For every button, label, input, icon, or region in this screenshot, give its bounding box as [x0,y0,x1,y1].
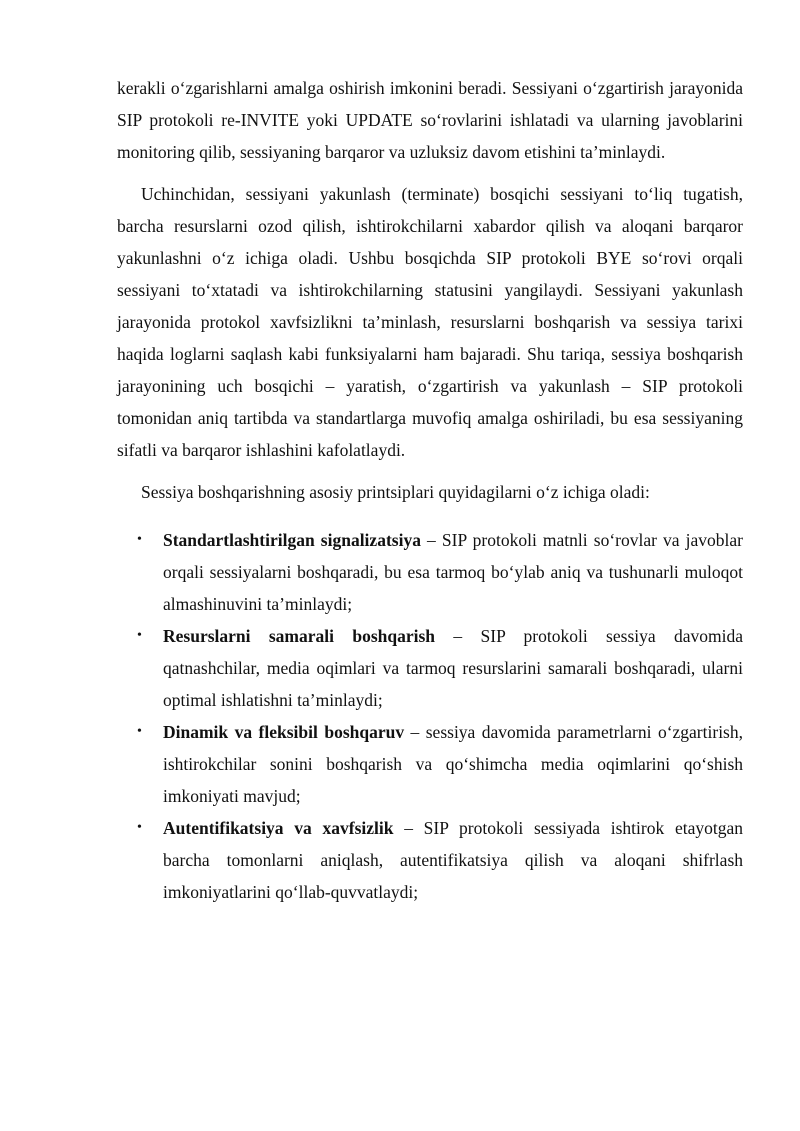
list-item-term: Autentifikatsiya va xavfsizlik [163,818,394,838]
bullet-icon: • [137,724,142,739]
paragraph-session-termination: Uchinchidan, sessiyani yakunlash (terminate) bosqichi sessiyani to‘liq tugatish, barcha resurslarni ozod qilish, ishtirokchilarni xabardor qilish va aloqani barqaror yakunlashni o‘z ichiga oladi. Ushbu bosqichda SIP protokoli BYE so‘rovi orqali sessiyani to‘xtatadi va ishtirokchilarning statusini yangilaydi. Sessiyani yakunlash jarayonida protokol xavfsizlikni ta’minlash, resurslarni boshqarish va sessiya tarixi haqida loglarni saqlash kabi funksiyalarni ham bajaradi. Shu tariqa, sessiya boshqarish jarayonining uch bosqichi – yaratish, o‘zgartirish va yakunlash – SIP protokoli tomonidan aniq tartibda va standartlarga muvofiq amalga oshiriladi, bu esa sessiyaning sifatli va barqaror ishlashini kafolatlaydi. [117,184,743,460]
bullet-icon: • [137,820,142,835]
document-body [117,72,743,908]
bullet-icon: • [137,532,142,547]
bullet-icon: • [137,628,142,643]
paragraph-principles-intro: Sessiya boshqarishning asosiy printsiplari quyidagilarni o‘z ichiga oladi: [141,482,650,502]
list-item [117,812,743,908]
list-item [117,524,743,620]
list-item-term: Resurslarni samarali boshqarish [163,626,436,646]
list-item [117,620,743,716]
list-item-text: – SIP protokoli matnli so‘rovlar va javoblar orqali sessiyalarni boshqaradi, bu esa tarmoq bo‘ylab aniq va tushunarli muloqot almashinuvini ta’minlaydi; [163,530,743,614]
list-item-text: – SIP protokoli sessiyada ishtirok etayotgan barcha tomonlarni aniqlash, autentifikatsiya qilish va aloqani shifrlash imkoniyatlarini qo‘llab-quvvatlaydi; [163,818,743,902]
list-item-term: Standartlashtirilgan signalizatsiya [163,530,421,550]
paragraph-continuation: kerakli o‘zgarishlarni amalga oshirish imkonini beradi. Sessiyani o‘zgartirish jarayonida SIP protokoli re-INVITE yoki UPDATE so‘rovlarini ishlatadi va ularning javoblarini monitoring qilib, sessiyaning barqaror va uzluksiz davom etishini ta’minlaydi. [117,78,743,162]
list-item-term: Dinamik va fleksibil boshqaruv [163,722,405,742]
list-item [117,716,743,812]
list-item-text: – SIP protokoli sessiya davomida qatnashchilar, media oqimlari va tarmoq resurslarini samarali boshqaradi, ularni optimal ishlatishni ta’minlaydi; [163,626,743,710]
principles-list [117,524,743,908]
list-item-text: – sessiya davomida parametrlarni o‘zgartirish, ishtirokchilar sonini boshqarish va qo‘shimcha media oqimlarini qo‘shish imkoniyati mavjud; [163,722,743,806]
